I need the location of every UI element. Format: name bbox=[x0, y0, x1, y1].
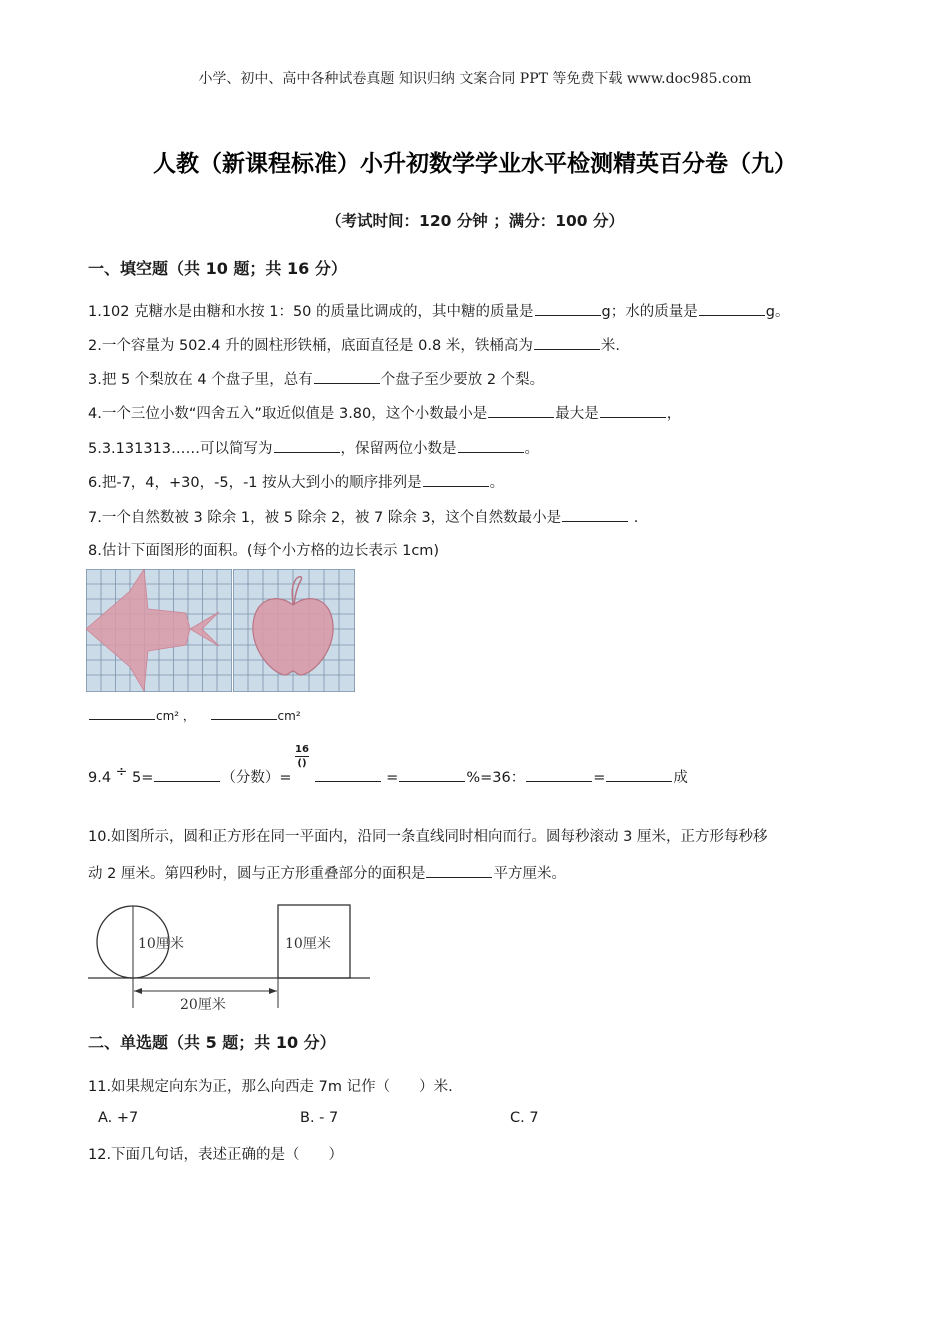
answer-blank[interactable] bbox=[426, 864, 492, 878]
question-3: 3.把 5 个梨放在 4 个盘子里，总有 个盘子至少要放 2 个梨。 bbox=[88, 372, 545, 388]
question-10-line1: 10.如图所示，圆和正方形在同一平面内，沿同一条直线同时相向而行。圆每秒滚动 3 厘米，正方形每秒移 bbox=[88, 829, 768, 845]
distance-label: 20厘米 bbox=[180, 997, 226, 1013]
answer-blank[interactable] bbox=[314, 370, 380, 384]
fraction bbox=[295, 744, 309, 769]
answer-blank[interactable] bbox=[699, 302, 765, 316]
apple-shape-grid-figure bbox=[233, 569, 355, 692]
answer-blank[interactable] bbox=[458, 439, 524, 453]
option-a[interactable]: A. +7 bbox=[98, 1110, 139, 1126]
answer-blank[interactable] bbox=[600, 404, 666, 418]
division-sign: ÷ bbox=[115, 764, 128, 780]
answer-blank[interactable] bbox=[154, 768, 220, 782]
answer-blank[interactable] bbox=[534, 336, 600, 350]
question-9: 9.4 ÷ 5= （分数）= = %=36： = 成 bbox=[88, 764, 688, 786]
answer-blank[interactable] bbox=[535, 302, 601, 316]
answer-blank[interactable] bbox=[562, 508, 628, 522]
question-10-line2: 动 2 厘米。第四秒时，圆与正方形重叠部分的面积是 平方厘米。 bbox=[88, 866, 566, 882]
answer-blank[interactable] bbox=[399, 768, 465, 782]
question-4: 4.一个三位小数“四舍五入”取近似值是 3.80，这个小数最小是 最大是 ， bbox=[88, 406, 682, 422]
answer-blank[interactable] bbox=[606, 768, 672, 782]
question-7: 7.一个自然数被 3 除余 1，被 5 除余 2，被 7 除余 3，这个自然数最小是 . bbox=[88, 510, 639, 526]
arrow-right-head bbox=[269, 988, 277, 994]
exam-info: （考试时间：120 分钟 ；满分：100 分） bbox=[326, 212, 624, 230]
question-5: 5.3.131313……可以简写为 ，保留两位小数是 。 bbox=[88, 441, 540, 457]
answer-blank[interactable] bbox=[315, 768, 381, 782]
option-c[interactable]: C. 7 bbox=[510, 1110, 539, 1126]
question-2: 2.一个容量为 502.4 升的圆柱形铁桶，底面直径是 0.8 米，铁桶高为 米. bbox=[88, 338, 620, 354]
answer-blank[interactable] bbox=[488, 404, 554, 418]
answer-blank[interactable] bbox=[526, 768, 592, 782]
answer-blank[interactable] bbox=[211, 706, 277, 720]
answer-blank[interactable] bbox=[423, 473, 489, 487]
answer-blank[interactable] bbox=[274, 439, 340, 453]
question-11: 11.如果规定向东为正，那么向西走 7m 记作（ ）米. bbox=[88, 1079, 453, 1095]
question-8: 8.估计下面图形的面积。(每个小方格的边长表示 1cm) bbox=[88, 543, 440, 559]
circle-label: 10厘米 bbox=[138, 936, 184, 952]
arrow-shape-grid-figure bbox=[86, 569, 232, 692]
question-6: 6.把-7，4，+30，-5，-1 按从大到小的顺序排列是 。 bbox=[88, 475, 505, 491]
page-header: 小学、初中、高中各种试卷真题 知识归纳 文案合同 PPT 等免费下载 www.doc985.com bbox=[198, 71, 752, 87]
section-fill-blank: 一、填空题（共 10 题；共 16 分） bbox=[88, 259, 347, 278]
fraction-denominator: () bbox=[297, 758, 307, 769]
question-12: 12.下面几句话，表述正确的是（ ） bbox=[88, 1147, 344, 1163]
option-b[interactable]: B. - 7 bbox=[300, 1110, 339, 1126]
answer-blank[interactable] bbox=[89, 706, 155, 720]
arrow-left-head bbox=[134, 988, 142, 994]
question-8-answers: cm² ， cm² bbox=[88, 706, 301, 724]
fraction-numerator: 16 bbox=[295, 744, 309, 755]
circle-square-diagram bbox=[88, 896, 370, 1014]
section-single-choice: 二、单选题（共 5 题；共 10 分） bbox=[88, 1033, 336, 1052]
question-1: 1.102 克糖水是由糖和水按 1：50 的质量比调成的，其中糖的质量是 g；水的质量是 g。 bbox=[88, 304, 790, 320]
page-title: 人教（新课程标准）小升初数学学业水平检测精英百分卷（九） bbox=[153, 150, 797, 177]
square-label: 10厘米 bbox=[285, 936, 331, 952]
